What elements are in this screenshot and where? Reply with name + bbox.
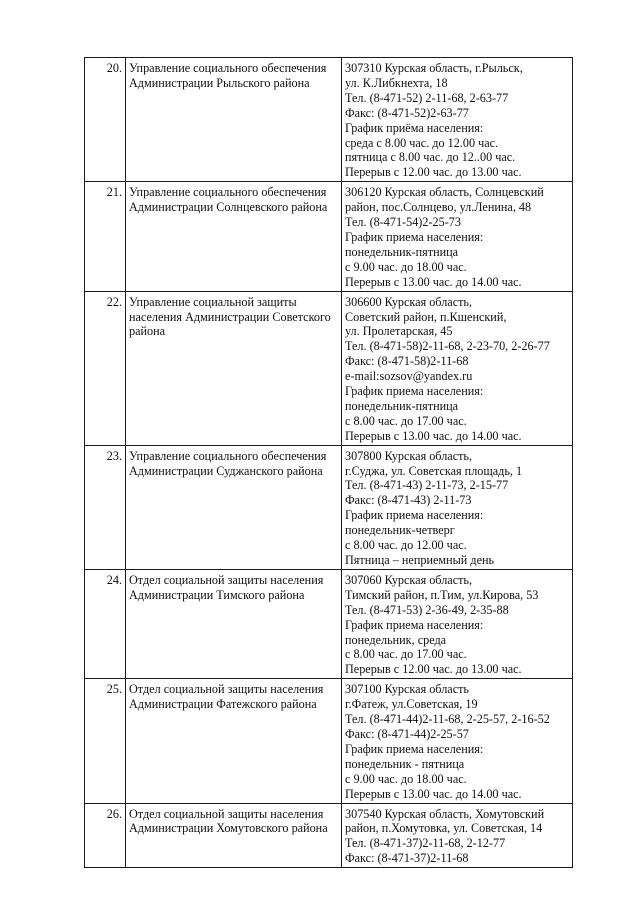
contact-detail-line: 306120 Курская область, Солнцевский bbox=[345, 185, 544, 200]
organization-name: Отдел социальной защиты населения Администрации Фатежского района bbox=[129, 682, 324, 712]
contact-detail-line: Факс: (8-471-43) 2-11-73 bbox=[345, 493, 472, 508]
table-row bbox=[85, 182, 573, 291]
contact-detail-line: район, п.Хомутовка, ул. Советская, 14 bbox=[345, 821, 543, 836]
table-row bbox=[85, 445, 573, 569]
contact-detail-line: Факс: (8-471-52)2-63-77 bbox=[345, 105, 469, 120]
organization-cell bbox=[126, 182, 342, 291]
contact-detail-line: понедельник - пятница bbox=[345, 756, 465, 771]
contact-detail-line: пятница с 8.00 час. до 12..00 час. bbox=[345, 150, 516, 165]
contact-detail-line: График приёма населения: bbox=[345, 120, 484, 135]
organization-name: Управление социального обеспечения Администрации Солнцевского района bbox=[129, 185, 328, 215]
contact-details-cell bbox=[342, 803, 573, 868]
contact-detail-line: Тел. (8-471-37)2-11-68, 2-12-77 bbox=[345, 836, 506, 851]
contact-detail-line: Тимский район, п.Тим, ул.Кирова, 53 bbox=[345, 587, 539, 602]
contact-detail-line: 307540 Курская область, Хомутовский bbox=[345, 806, 545, 821]
contact-detail-line: e-mail:sozsov@yandex.ru bbox=[345, 369, 473, 384]
contact-detail-line: 307100 Курская область bbox=[345, 682, 469, 697]
contact-detail-line: Советский район, п.Кшенский, bbox=[345, 309, 507, 324]
contact-detail-line: Тел. (8-471-58)2-11-68, 2-23-70, 2-26-77 bbox=[345, 339, 550, 354]
contact-detail-line: Факс: (8-471-37)2-11-68 bbox=[345, 851, 469, 866]
contact-detail-line: ул. Пролетарская, 45 bbox=[345, 324, 453, 339]
row-number: 22. bbox=[85, 291, 126, 445]
organization-name: Отдел социальной защиты населения Администрации Тимского района bbox=[129, 572, 324, 602]
row-number: 26. bbox=[85, 803, 126, 868]
table-row bbox=[85, 291, 573, 445]
organization-name: Отдел социальной защиты населения Администрации Хомутовского района bbox=[129, 806, 328, 836]
contact-detail-line: понедельник-пятница bbox=[345, 244, 459, 259]
offices-table-body bbox=[85, 58, 573, 868]
contact-details-cell bbox=[342, 58, 573, 182]
organization-cell bbox=[126, 569, 342, 678]
organization-cell bbox=[126, 445, 342, 569]
table-row bbox=[85, 569, 573, 678]
contact-detail-line: 306600 Курская область, bbox=[345, 294, 473, 309]
contact-detail-line: с 8.00 час. до 17.00 час. bbox=[345, 413, 467, 428]
offices-table bbox=[84, 57, 573, 868]
contact-detail-line: с 9.00 час. до 18.00 час. bbox=[345, 771, 467, 786]
contact-detail-line: 307310 Курская область, г.Рыльск, bbox=[345, 61, 523, 75]
contact-detail-line: г.Суджа, ул. Советская площадь, 1 bbox=[345, 463, 523, 478]
contact-detail-line: Тел. (8-471-43) 2-11-73, 2-15-77 bbox=[345, 478, 509, 493]
contact-detail-line: ул. К.Либкнехта, 18 bbox=[345, 75, 448, 90]
contact-detail-line: с 8.00 час. до 17.00 час. bbox=[345, 647, 467, 662]
contact-detail-line: График приема населения: bbox=[345, 229, 484, 244]
contact-detail-line: с 9.00 час. до 18.00 час. bbox=[345, 259, 467, 274]
contact-details-cell bbox=[342, 569, 573, 678]
contact-detail-line: среда с 8.00 час. до 12.00 час. bbox=[345, 135, 499, 150]
contact-details-cell bbox=[342, 291, 573, 445]
contact-detail-line: Перерыв с 13.00 час. до 14.00 час. bbox=[345, 786, 522, 801]
contact-detail-line: Тел. (8-471-53) 2-36-49, 2-35-88 bbox=[345, 602, 509, 617]
contact-detail-line: понедельник-четверг bbox=[345, 523, 455, 538]
contact-detail-line: Тел. (8-471-44)2-11-68, 2-25-57, 2-16-52 bbox=[345, 712, 550, 727]
organization-cell bbox=[126, 58, 342, 182]
contact-detail-line: График приема населения: bbox=[345, 384, 484, 399]
contact-detail-line: Перерыв с 13.00 час. до 14.00 час. bbox=[345, 274, 522, 289]
organization-name: Управление социального обеспечения Администрации Рыльского района bbox=[129, 61, 327, 90]
row-number: 21. bbox=[85, 182, 126, 291]
contact-detail-line: График приема населения: bbox=[345, 617, 484, 632]
row-number: 23. bbox=[85, 445, 126, 569]
contact-detail-line: График приема населения: bbox=[345, 741, 484, 756]
table-row bbox=[85, 58, 573, 182]
table-row bbox=[85, 679, 573, 803]
contact-detail-line: Факс: (8-471-44)2-25-57 bbox=[345, 726, 469, 741]
contact-detail-line: понедельник, среда bbox=[345, 632, 447, 647]
contact-details-cell bbox=[342, 679, 573, 803]
table-row bbox=[85, 803, 573, 868]
contact-detail-line: Факс: (8-471-58)2-11-68 bbox=[345, 354, 469, 369]
contact-details-cell bbox=[342, 445, 573, 569]
contact-details-cell bbox=[342, 182, 573, 291]
row-number: 25. bbox=[85, 679, 126, 803]
contact-detail-line: понедельник-пятница bbox=[345, 398, 459, 413]
contact-detail-line: График приема населения: bbox=[345, 508, 484, 523]
organization-name: Управление социальной защиты населения Администрации Советского района bbox=[129, 294, 331, 339]
contact-detail-line: Тел. (8-471-52) 2-11-68, 2-63-77 bbox=[345, 90, 509, 105]
row-number: 24. bbox=[85, 569, 126, 678]
contact-detail-line: Тел. (8-471-54)2-25-73 bbox=[345, 215, 461, 230]
organization-name: Управление социального обеспечения Администрации Суджанского района bbox=[129, 448, 327, 478]
contact-detail-line: 307060 Курская область, bbox=[345, 572, 473, 587]
organization-cell bbox=[126, 803, 342, 868]
contact-detail-line: Перерыв с 13.00 час. до 14.00 час. bbox=[345, 428, 522, 443]
contact-detail-line: Перерыв с 12.00 час. до 13.00 час. bbox=[345, 662, 522, 677]
contact-detail-line: Перерыв с 12.00 час. до 13.00 час. bbox=[345, 165, 522, 180]
contact-detail-line: район, пос.Солнцево, ул.Ленина, 48 bbox=[345, 200, 532, 215]
contact-detail-line: г.Фатеж, ул.Советская, 19 bbox=[345, 697, 478, 712]
contact-detail-line: с 8.00 час. до 12.00 час. bbox=[345, 538, 467, 553]
row-number: 20. bbox=[85, 58, 126, 182]
contact-detail-line: Пятница – неприемный день bbox=[345, 553, 495, 567]
organization-cell bbox=[126, 291, 342, 445]
organization-cell bbox=[126, 679, 342, 803]
contact-detail-line: 307800 Курская область, bbox=[345, 448, 473, 463]
